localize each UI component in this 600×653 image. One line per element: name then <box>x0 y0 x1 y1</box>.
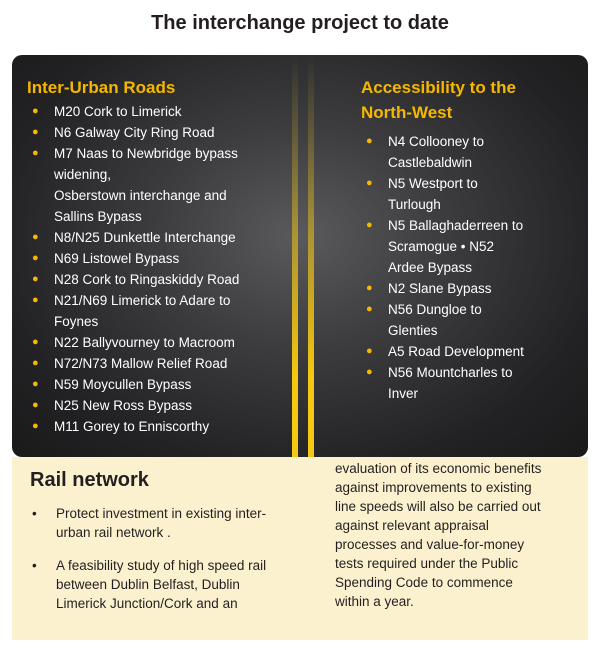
bullet-icon: ● <box>366 135 373 147</box>
bullet-icon: ● <box>32 294 39 306</box>
bullet-icon: ● <box>32 105 39 117</box>
list-item-text: N56 Dungloe to <box>388 302 482 317</box>
list-item <box>27 122 282 143</box>
list-item <box>27 332 282 353</box>
rail-item-text: urban rail network . <box>56 525 171 540</box>
list-item-text: Glenties <box>388 323 438 338</box>
bullet-icon: ● <box>32 231 39 243</box>
bullet-icon: ● <box>366 366 373 378</box>
list-item-text: Sallins Bypass <box>54 209 142 224</box>
rail-heading: Rail network <box>30 469 149 491</box>
rail-continuation-line: Spending Code to commence <box>335 575 513 590</box>
rail-item-text: Protect investment in existing inter- <box>56 506 267 521</box>
list-item-text: N2 Slane Bypass <box>388 281 492 296</box>
list-item-text: Turlough <box>388 197 441 212</box>
bullet-icon: • <box>32 506 37 521</box>
inter-urban-list <box>27 101 282 437</box>
rail-continuation-line: evaluation of its economic benefits <box>335 461 542 476</box>
rail-list <box>30 504 310 627</box>
list-item-text: M11 Gorey to Enniscorthy <box>54 419 210 434</box>
list-item <box>27 290 282 332</box>
rail-list-item <box>30 504 310 542</box>
list-item <box>27 353 282 374</box>
list-item-text: N6 Galway City Ring Road <box>54 125 215 140</box>
list-item-text: N69 Listowel Bypass <box>54 251 180 266</box>
bullet-icon: ● <box>32 273 39 285</box>
list-item <box>27 101 282 122</box>
rail-continuation-line: line speeds will also be carried out <box>335 499 541 514</box>
list-item-text: N72/N73 Mallow Relief Road <box>54 356 228 371</box>
rail-item-text: between Dublin Belfast, Dublin <box>56 577 240 592</box>
inter-urban-heading: Inter-Urban Roads <box>27 78 176 97</box>
bullet-icon: ● <box>366 177 373 189</box>
list-item-text: N21/N69 Limerick to Adare to <box>54 293 231 308</box>
list-item <box>361 215 576 278</box>
list-item-text: Foynes <box>54 314 99 329</box>
list-item-text: N25 New Ross Bypass <box>54 398 193 413</box>
rail-continuation-text <box>335 459 575 611</box>
list-item <box>361 131 576 173</box>
road-lane-marking-left <box>292 55 298 457</box>
north-west-heading-line2: North-West <box>361 103 453 122</box>
bullet-icon: ● <box>366 345 373 357</box>
bullet-icon: ● <box>366 282 373 294</box>
page-title: The interchange project to date <box>151 12 449 34</box>
bullet-icon: ● <box>32 252 39 264</box>
rail-item-text: Limerick Junction/Cork and an <box>56 596 238 611</box>
bullet-icon: ● <box>366 303 373 315</box>
list-item-text: N5 Ballaghaderreen to <box>388 218 524 233</box>
list-item-text: N22 Ballyvourney to Macroom <box>54 335 235 350</box>
list-item <box>361 362 576 404</box>
list-item <box>361 173 576 215</box>
north-west-list <box>361 131 576 404</box>
bullet-icon: ● <box>32 147 39 159</box>
list-item <box>27 374 282 395</box>
rail-list-item <box>30 556 310 613</box>
list-item-text: N5 Westport to <box>388 176 478 191</box>
list-item-text: A5 Road Development <box>388 344 524 359</box>
rail-item-text: A feasibility study of high speed rail <box>56 558 267 573</box>
rail-panel <box>12 457 588 640</box>
rail-continuation-line: processes and value-for-money <box>335 537 525 552</box>
list-item <box>361 341 576 362</box>
list-item-text: Ardee Bypass <box>388 260 473 275</box>
list-item <box>27 143 282 227</box>
list-item-text: widening, <box>54 167 112 182</box>
bullet-icon: ● <box>32 378 39 390</box>
list-item <box>27 395 282 416</box>
rail-continuation-line: against relevant appraisal <box>335 518 489 533</box>
bullet-icon: ● <box>32 126 39 138</box>
road-lane-marking-right <box>308 55 314 457</box>
north-west-heading <box>361 75 516 125</box>
list-item-text: Inver <box>388 386 419 401</box>
list-item <box>27 416 282 437</box>
list-item-text: N56 Mountcharles to <box>388 365 513 380</box>
list-item <box>27 227 282 248</box>
list-item-text: N59 Moycullen Bypass <box>54 377 192 392</box>
bullet-icon: ● <box>32 336 39 348</box>
bullet-icon: ● <box>32 357 39 369</box>
list-item-text: Osberstown interchange and <box>54 188 227 203</box>
bullet-icon: • <box>32 558 37 573</box>
rail-continuation-line: against improvements to existing <box>335 480 532 495</box>
list-item <box>361 299 576 341</box>
list-item-text: N8/N25 Dunkettle Interchange <box>54 230 236 245</box>
list-item <box>27 269 282 290</box>
bullet-icon: ● <box>32 420 39 432</box>
rail-continuation-line: tests required under the Public <box>335 556 519 571</box>
north-west-heading-line1: Accessibility to the <box>361 78 516 97</box>
list-item-text: M20 Cork to Limerick <box>54 104 182 119</box>
list-item <box>27 248 282 269</box>
list-item <box>361 278 576 299</box>
list-item-text: Castlebaldwin <box>388 155 473 170</box>
list-item-text: N28 Cork to Ringaskiddy Road <box>54 272 240 287</box>
bullet-icon: ● <box>32 399 39 411</box>
list-item-text: Scramogue • N52 <box>388 239 495 254</box>
bullet-icon: ● <box>366 219 373 231</box>
list-item-text: N4 Collooney to <box>388 134 485 149</box>
road-panel <box>12 55 588 457</box>
rail-continuation-line: within a year. <box>335 594 414 609</box>
list-item-text: M7 Naas to Newbridge bypass <box>54 146 238 161</box>
